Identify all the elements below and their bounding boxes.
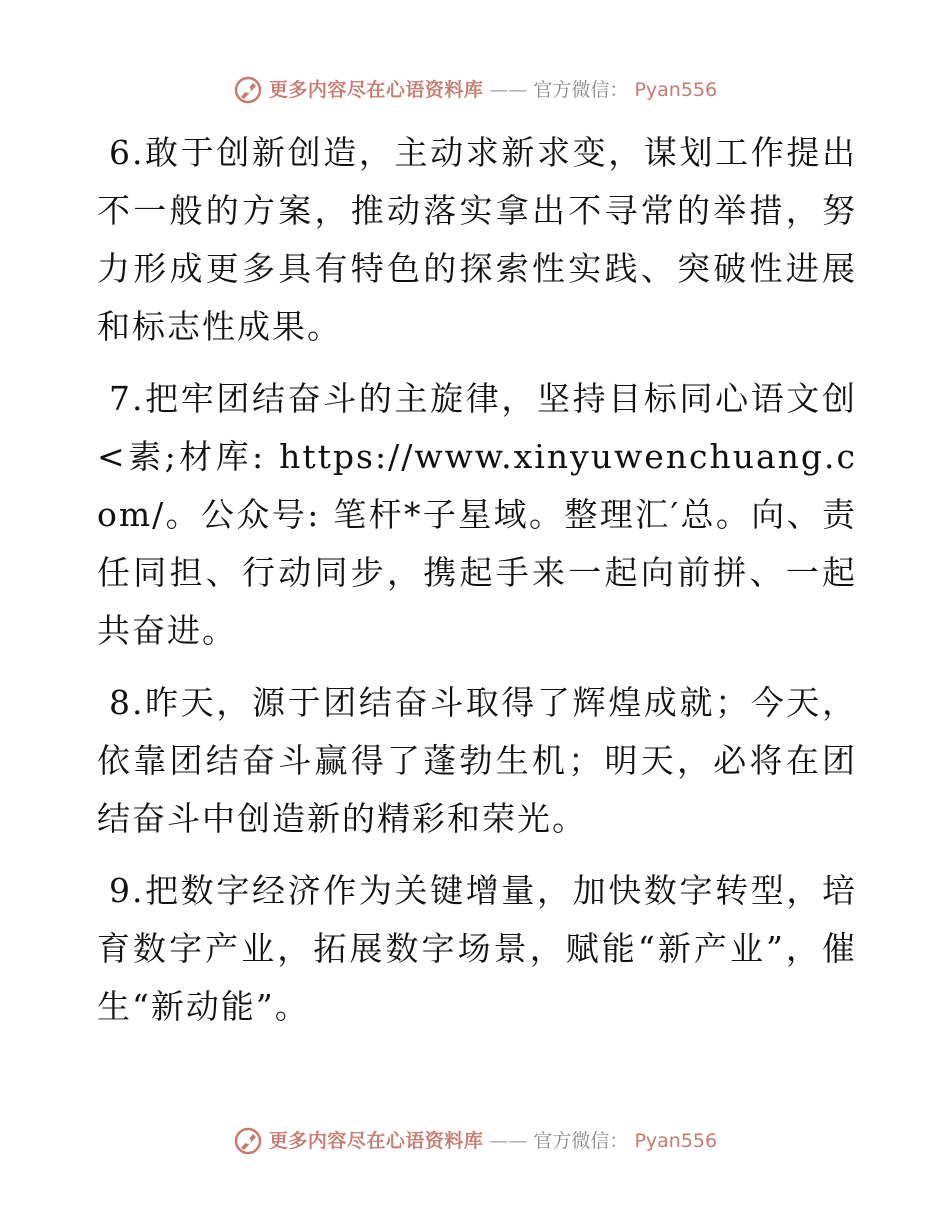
document-body bbox=[97, 124, 857, 1050]
header-slogan: 更多内容尽在心语资料库 bbox=[268, 79, 484, 101]
footer-slogan: 更多内容尽在心语资料库 bbox=[268, 1130, 484, 1152]
pen-circle-icon bbox=[233, 1126, 263, 1156]
footer-wechat-id: Pyan556 bbox=[634, 1130, 718, 1152]
paragraph-8 bbox=[97, 674, 857, 848]
paragraph-text: 把牢团结奋斗的主旋律，坚持目标同心语文创<素;材库: https://www.xinyuwenchuang.com/。公众号: 笔杆*子星域。整理汇′总。向、责任同担、行动同步，携起手来一起向前拼、一起共奋进。 bbox=[97, 379, 857, 650]
footer-banner bbox=[0, 1126, 950, 1156]
pen-circle-icon bbox=[233, 75, 263, 105]
paragraph-text: 昨天，源于团结奋斗取得了辉煌成就；今天，依靠团结奋斗赢得了蓬勃生机；明天，必将在团结奋斗中创造新的精彩和荣光。 bbox=[97, 683, 857, 838]
paragraph-text: 把数字经济作为关键增量，加快数字转型，培育数字产业，拓展数字场景，赋能“新产业”，催生“新动能”。 bbox=[97, 871, 857, 1026]
header-banner bbox=[0, 75, 950, 105]
header-wechat-label: 官方微信： bbox=[533, 79, 629, 101]
paragraph-6 bbox=[97, 124, 857, 356]
header-dash: —— bbox=[489, 79, 528, 101]
paragraph-number: 9. bbox=[109, 871, 145, 910]
paragraph-number: 8. bbox=[109, 683, 145, 722]
paragraph-number: 7. bbox=[109, 379, 145, 418]
header-wechat-id: Pyan556 bbox=[634, 79, 718, 101]
paragraph-7 bbox=[97, 370, 857, 660]
paragraph-text: 敢于创新创造，主动求新求变，谋划工作提出不一般的方案，推动落实拿出不寻常的举措，努力形成更多具有特色的探索性实践、突破性进展和标志性成果。 bbox=[97, 133, 857, 346]
footer-wechat-label: 官方微信： bbox=[533, 1130, 629, 1152]
paragraph-number: 6. bbox=[109, 133, 145, 172]
paragraph-9 bbox=[97, 862, 857, 1036]
footer-dash: —— bbox=[489, 1130, 528, 1152]
